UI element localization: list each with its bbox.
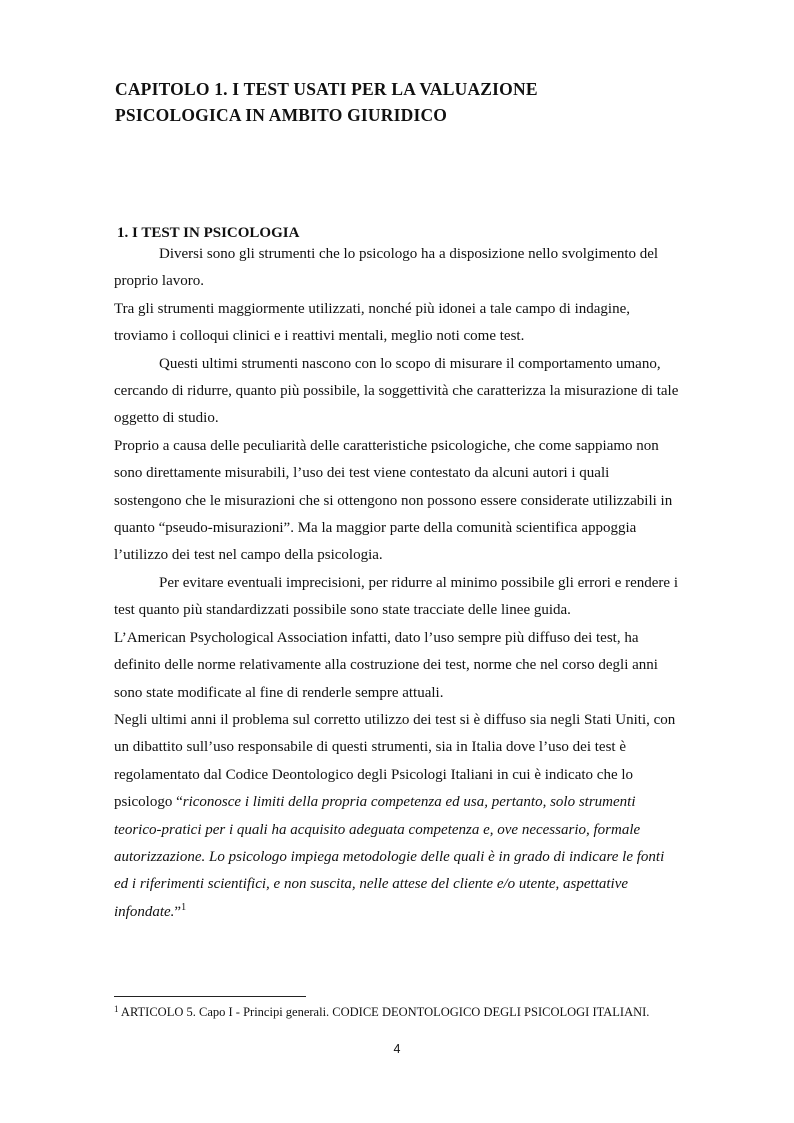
chapter-title-line-1: CAPITOLO 1. I TEST USATI PER LA VALUAZIONE — [115, 79, 538, 99]
chapter-title — [115, 76, 695, 128]
paragraph-7 — [114, 707, 680, 926]
body-text — [114, 241, 680, 926]
footnote-reference[interactable]: 1 — [181, 901, 187, 913]
paragraph-1: Diversi sono gli strumenti che lo psicologo ha a disposizione nello svolgimento del proprio lavoro. — [114, 246, 659, 290]
footnote — [114, 1004, 684, 1021]
footnote-text: ARTICOLO 5. Capo I - Principi generali. CODICE DEONTOLOGICO DEGLI PSICOLOGI ITALIANI. — [118, 1005, 650, 1019]
chapter-title-line-2: PSICOLOGICA IN AMBITO GIURIDICO — [115, 105, 448, 125]
closing-quote-mark: ” — [174, 903, 182, 920]
paragraph-7-intro: Negli ultimi anni il problema sul corretto utilizzo dei test si è diffuso sia negli Stati Uniti, con un dibattito sull’uso responsabile di questi strumenti, sia in Italia dove l’uso dei test è regolamentato dal Codice Deontologico degli Psicologi Italiani in cui è indicato che lo psicologo “ — [114, 711, 676, 811]
page-number: 4 — [393, 1042, 401, 1056]
paragraph-3: Questi ultimi strumenti nascono con lo scopo di misurare il comportamento umano, cercando di ridurre, quanto più possibile, la soggettività che caratterizza la misurazione di tale oggetto di studio. — [114, 355, 679, 427]
footnote-divider — [114, 996, 306, 997]
paragraph-6: L’American Psychological Association infatti, dato l’uso sempre più diffuso dei test, ha definito delle norme relativamente alla costruzione dei test, norme che nel corso degli anni sono state modificate al fine di renderle sempre attuali. — [114, 629, 658, 701]
footnote-number: 1 — [114, 1004, 119, 1014]
section-heading: 1. I TEST IN PSICOLOGIA — [117, 225, 300, 241]
paragraph-2: Tra gli strumenti maggiormente utilizzati, nonché più idonei a tale campo di indagine, troviamo i colloqui clinici e i reattivi mentali, meglio noti come test. — [114, 300, 630, 345]
code-quote: riconosce i limiti della propria competenza ed usa, pertanto, solo strumenti teorico-pratici per i quali ha acquisito adeguata competenza e, ove necessario, formale autorizzazione. Lo psicologo impiega metodologie delle quali è in grado di indicare le fonti ed i riferimenti scientifici, e non suscita, nelle attese del cliente e/o utente, aspettative infondate. — [114, 794, 665, 920]
paragraph-5: Per evitare eventuali imprecisioni, per ridurre al minimo possibile gli errori e rendere i test quanto più standardizzati possibile sono state tracciate delle linee guida. — [114, 574, 678, 619]
paragraph-4: Proprio a causa delle peculiarità delle caratteristiche psicologiche, che come sappiamo non sono direttamente misurabili, l’uso dei test viene contestato da alcuni autori i quali sostengono che le misurazioni che si ottengono non possono essere considerate utilizzabili in quanto “pseudo-misurazioni”. Ma la maggior parte della comunità scientifica appoggia l’utilizzo dei test nel campo della psicologia. — [114, 437, 673, 564]
